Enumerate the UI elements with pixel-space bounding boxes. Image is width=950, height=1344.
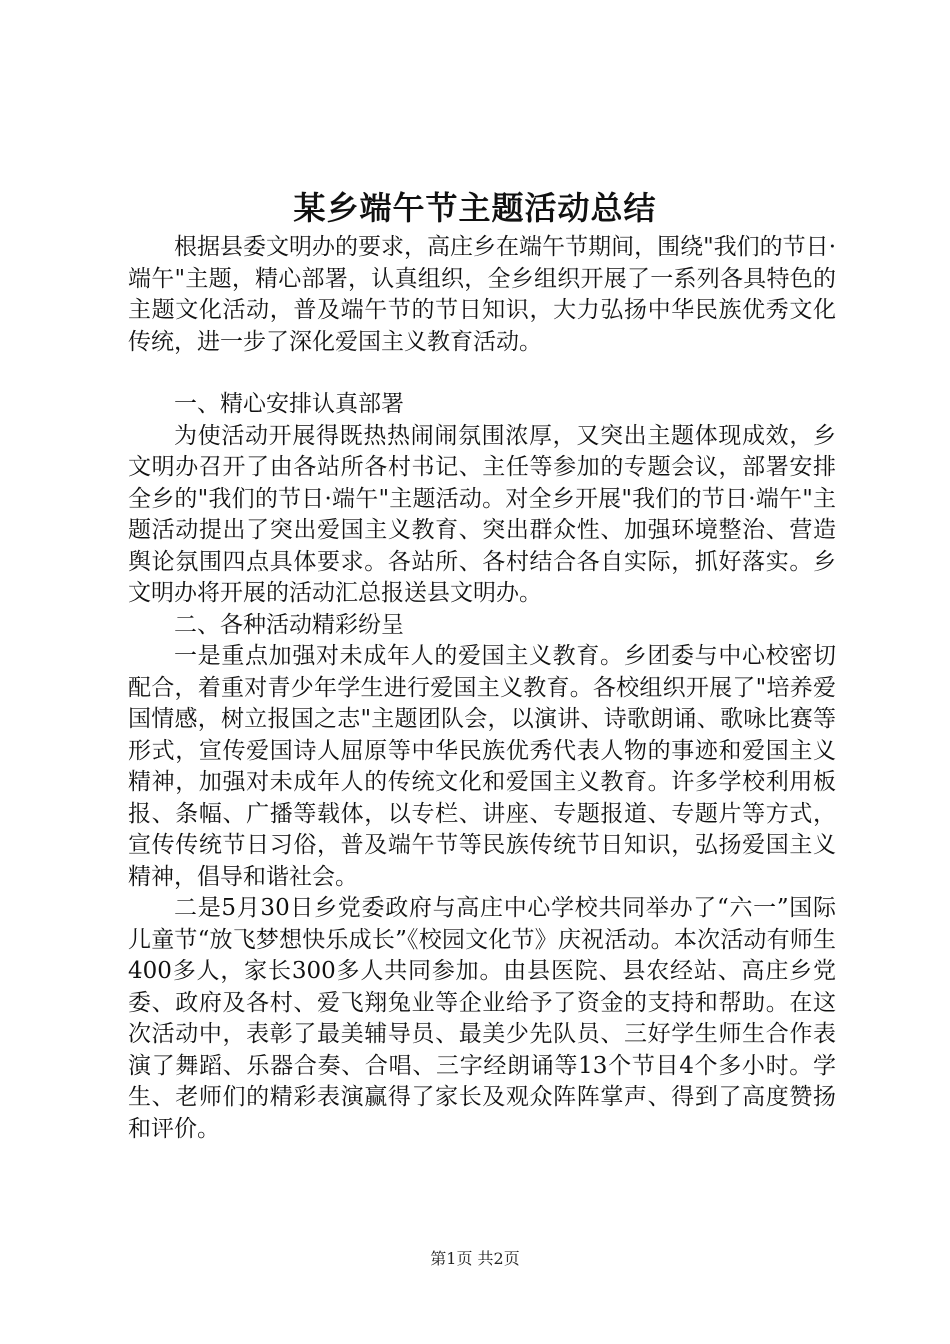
section-heading-1: 一、精心安排认真部署: [174, 391, 404, 417]
section-1-paragraph: 为使活动开展得既热热闹闹氛围浓厚，又突出主题体现成效，乡文明办召开了由各站所各村书记、主任等参加的专题会议，部署安排全乡的"我们的节日·端午"主题活动。对全乡开展"我们的节日·端午"主题活动提出了突出爱国主义教育、突出群众性、加强环境整治、营造舆论氛围四点具体要求。各站所、各村结合各自实际，抓好落实。乡文明办将开展的活动汇总报送县文明办。: [128, 422, 836, 606]
document-body: [128, 232, 836, 1145]
intro-paragraph: 根据县委文明办的要求，高庄乡在端午节期间，围绕"我们的节日·端午"主题，精心部署，认真组织，全乡组织开展了一系列各具特色的主题文化活动，普及端午节的节日知识，大力弘扬中华民族优秀文化传统，进一步了深化爱国主义教育活动。: [128, 234, 836, 355]
section-2-paragraph-1: 一是重点加强对未成年人的爱国主义教育。乡团委与中心校密切配合，着重对青少年学生进行爱国主义教育。各校组织开展了"培养爱国情感，树立报国之志"主题团队会，以演讲、诗歌朗诵、歌咏比赛等形式，宣传爱国诗人屈原等中华民族优秀代表人物的事迹和爱国主义精神，加强对未成年人的传统文化和爱国主义教育。许多学校利用板报、条幅、广播等载体，以专栏、讲座、专题报道、专题片等方式，宣传传统节日习俗，普及端午节等民族传统节日知识，弘扬爱国主义精神，倡导和谐社会。: [128, 643, 836, 890]
page-title: 某乡端午节主题活动总结: [293, 189, 657, 227]
page-number-footer: 第1页 共2页: [430, 1249, 520, 1268]
section-2-paragraph-2: 二是5月30日乡党委政府与高庄中心学校共同举办了“六一”国际儿童节“放飞梦想快乐成长”《校园文化节》庆祝活动。本次活动有师生400多人，家长300多人共同参加。由县医院、县农经站、高庄乡党委、政府及各村、爱飞翔兔业等企业给予了资金的支持和帮助。在这次活动中，表彰了最美辅导员、最美少先队员、三好学生师生合作表演了舞蹈、乐器合奏、合唱、三字经朗诵等13个节目4个多小时。学生、老师们的精彩表演赢得了家长及观众阵阵掌声、得到了高度赞扬和评价。: [128, 895, 836, 1142]
section-heading-2: 二、各种活动精彩纷呈: [174, 611, 404, 638]
